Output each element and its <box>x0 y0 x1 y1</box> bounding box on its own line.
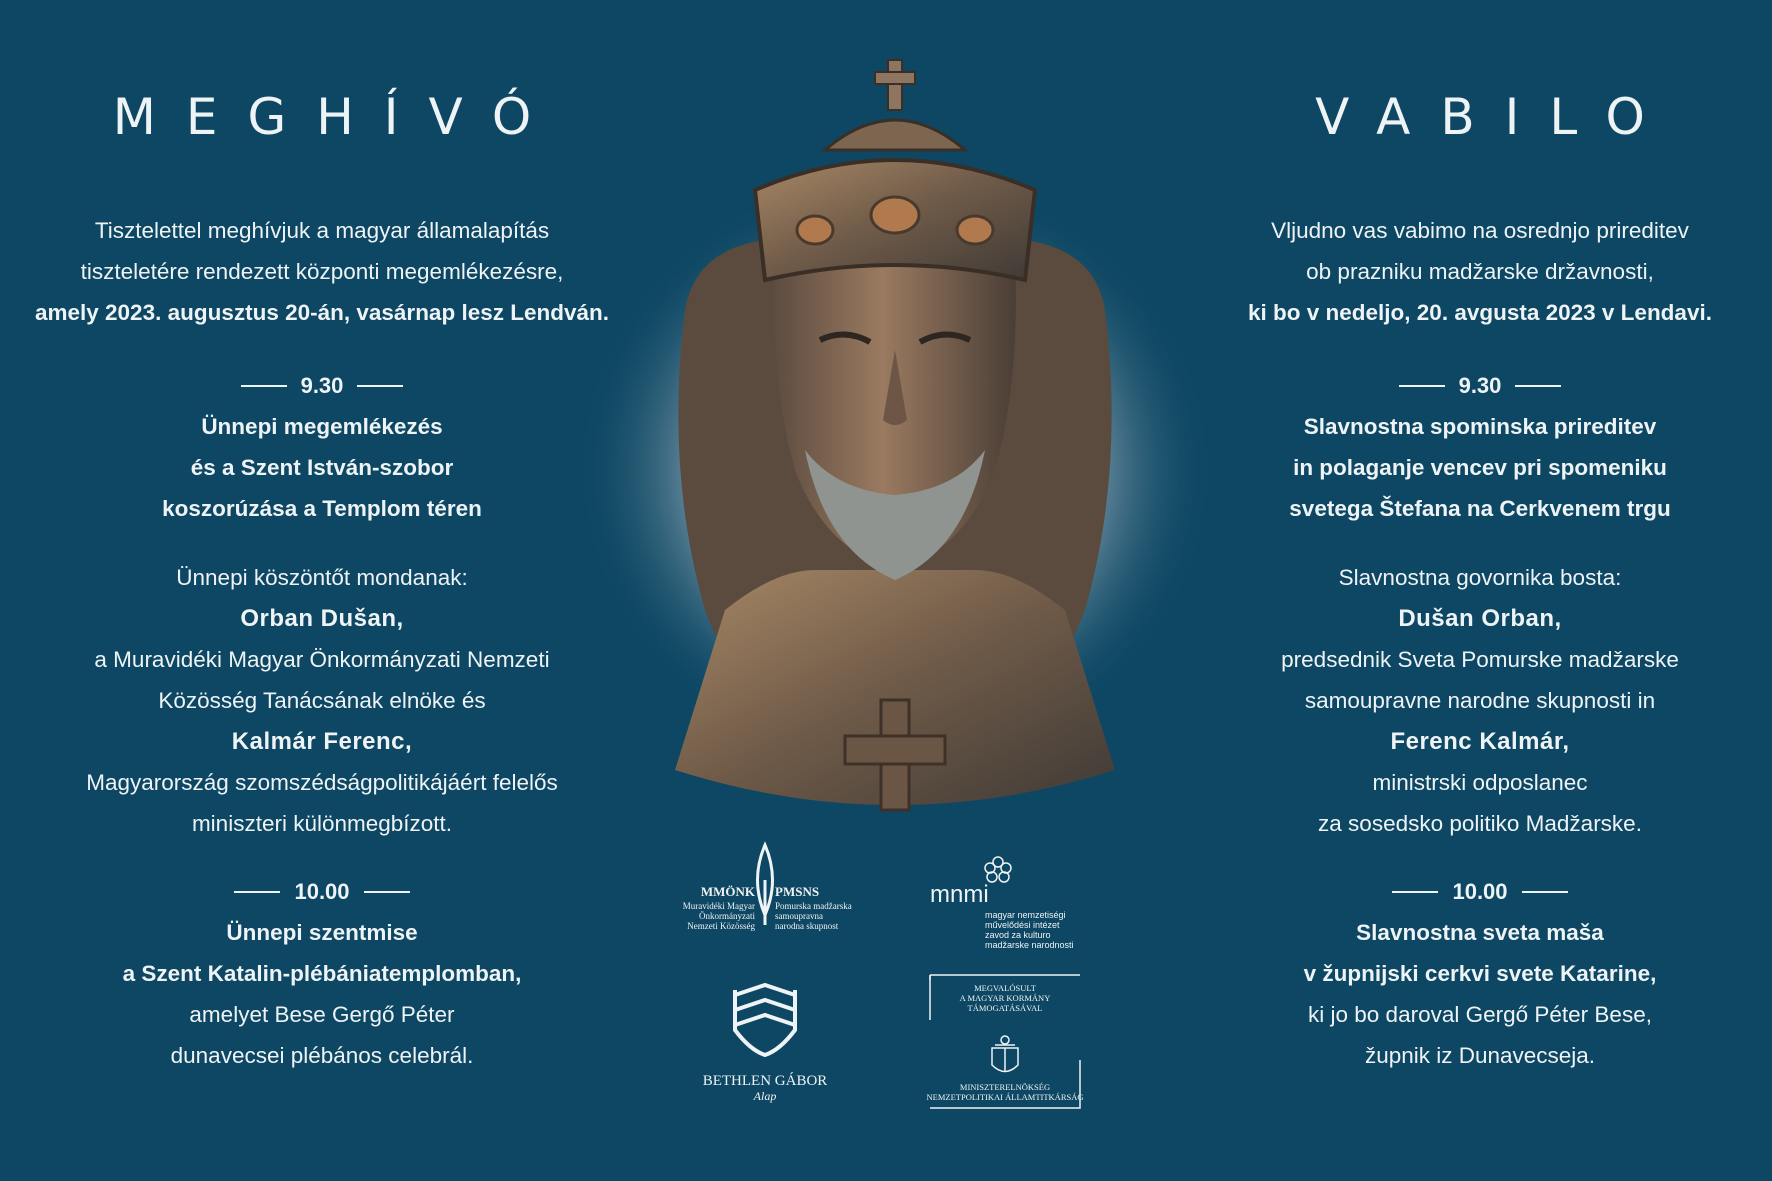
speakers-slovenian <box>1180 557 1772 844</box>
event1-line: Slavnostna spominska prireditev <box>1303 414 1657 439</box>
intro-line: ob prazniku madžarske državnosti, <box>1306 259 1654 284</box>
intro-line: Vljudno vas vabimo na osrednjo prireditev <box>1271 218 1689 243</box>
speaker2-name: Ferenc Kalmár, <box>1390 728 1570 755</box>
event1-line: koszorúzása a Templom téren <box>162 496 482 521</box>
divider <box>1522 891 1568 893</box>
divider <box>357 385 403 387</box>
divider <box>364 891 410 893</box>
bethlen-shield-icon <box>735 985 795 1055</box>
pmsns-title: PMSNS <box>775 884 820 899</box>
hungarian-column <box>22 0 622 1076</box>
event1-line: svetega Štefana na Cerkvenem trgu <box>1289 496 1671 521</box>
mmonk-line: Nemzeti Közösség <box>687 921 755 931</box>
event2-line: Slavnostna sveta maša <box>1356 920 1604 945</box>
speaker2-role: za sosedsko politiko Madžarske. <box>1318 811 1642 836</box>
divider <box>1392 891 1438 893</box>
intro-date-line: ki bo v nedeljo, 20. avgusta 2023 v Lendavi. <box>1248 300 1712 325</box>
pmsns-line: narodna skupnost <box>775 921 839 931</box>
pmsns-line: samoupravna <box>775 911 823 921</box>
title-slovenian: VABILO <box>1315 88 1675 146</box>
gov-top-line: TÁMOGATÁSÁVAL <box>967 1003 1043 1013</box>
speaker2-role: Magyarország szomszédságpolitikájáért felelős <box>86 770 558 795</box>
speakers-intro: Slavnostna govornika bosta: <box>1338 565 1622 590</box>
intro-hungarian <box>22 210 622 333</box>
event2-line: ki jo bo daroval Gergő Péter Bese, <box>1308 1002 1652 1027</box>
event2-line: amelyet Bese Gergő Péter <box>189 1002 455 1027</box>
speaker1-role: samoupravne narodne skupnosti in <box>1304 688 1656 713</box>
mmonk-pmsns-logo <box>683 845 852 931</box>
event1-time <box>1180 366 1772 406</box>
crown-cross-icon <box>875 60 915 110</box>
speaker1-role: predsednik Sveta Pomurske madžarske <box>1281 647 1679 672</box>
mnmi-line: művelődési intézet <box>985 920 1060 930</box>
mmonk-line: Önkormányzati <box>699 911 755 921</box>
slovenian-column <box>1180 0 1772 1076</box>
mnmi-logo <box>930 857 1074 950</box>
government-support-logo <box>927 975 1084 1108</box>
sponsor-logos <box>640 840 1100 1140</box>
intro-line: Tisztelettel meghívjuk a magyar államalapítás <box>94 218 550 243</box>
mnmi-line: madžarske narodnosti <box>985 940 1074 950</box>
speaker1-name: Orban Dušan, <box>240 605 404 632</box>
event2-time <box>1180 872 1772 912</box>
event2-line: dunavecsei plébános celebrál. <box>170 1043 474 1068</box>
event1-time-label: 9.30 <box>1458 373 1502 398</box>
mnmi-line: zavod za kulturo <box>985 930 1051 940</box>
divider <box>1515 385 1561 387</box>
gov-bottom-line: NEMZETPOLITIKAI ÁLLAMTITKÁRSÁG <box>926 1092 1084 1102</box>
mmonk-title: MMÖNK <box>700 884 755 899</box>
saint-stephen-bust-image <box>555 50 1235 840</box>
event2-line: v župnijski cerkvi svete Katarine, <box>1303 961 1657 986</box>
event1-line: és a Szent István-szobor <box>190 455 454 480</box>
speaker1-role: a Muravidéki Magyar Önkormányzati Nemzeti <box>94 647 550 672</box>
speaker2-role: miniszteri különmegbízott. <box>191 811 453 836</box>
event2-time-label: 10.00 <box>294 879 350 904</box>
bethlen-name: BETHLEN GÁBOR <box>702 1073 828 1089</box>
event1-time-label: 9.30 <box>300 373 344 398</box>
speaker1-role: Közösség Tanácsának elnöke és <box>158 688 486 713</box>
gov-top-line: MEGVALÓSULT <box>974 983 1036 993</box>
mmonk-line: Muravidéki Magyar <box>682 901 755 911</box>
event2-line: a Szent Katalin-plébániatemplomban, <box>122 961 522 986</box>
event2-time <box>22 872 622 912</box>
title-hungarian: MEGHÍVÓ <box>112 88 562 146</box>
event2-time-label: 10.00 <box>1452 879 1508 904</box>
mnmi-mark: mnmi <box>930 881 989 908</box>
mnmi-flower-icon <box>985 857 1011 882</box>
intro-slovenian <box>1180 210 1772 333</box>
bethlen-alap: Alap <box>753 1089 777 1103</box>
pmsns-line: Pomurska madžarska <box>775 901 852 911</box>
bethlen-gabor-logo <box>703 985 828 1103</box>
divider <box>1399 385 1445 387</box>
divider <box>241 385 287 387</box>
speakers-hungarian <box>22 557 622 844</box>
event1-line: Ünnepi megemlékezés <box>201 414 443 439</box>
intro-date-line: amely 2023. augusztus 20-án, vasárnap lesz Lendván. <box>34 300 609 325</box>
mnmi-line: magyar nemzetiségi <box>985 910 1066 920</box>
speaker2-name: Kalmár Ferenc, <box>231 728 413 755</box>
speaker2-role: ministrski odposlanec <box>1372 770 1588 795</box>
gov-bottom-line: MINISZTERELNÖKSÉG <box>959 1082 1051 1092</box>
divider <box>234 891 280 893</box>
event2-line: župnik iz Dunavecseja. <box>1364 1043 1596 1068</box>
intro-line: tiszteletére rendezett központi megemlékezésre, <box>80 259 564 284</box>
speaker1-name: Dušan Orban, <box>1398 605 1562 632</box>
hungarian-coat-of-arms-icon <box>992 1036 1018 1072</box>
event1-line: in polaganje vencev pri spomeniku <box>1293 455 1667 480</box>
event1-time <box>22 366 622 406</box>
gov-top-line: A MAGYAR KORMÁNY <box>959 993 1051 1003</box>
event2-line: Ünnepi szentmise <box>226 920 418 945</box>
speakers-intro: Ünnepi köszöntőt mondanak: <box>176 565 468 590</box>
